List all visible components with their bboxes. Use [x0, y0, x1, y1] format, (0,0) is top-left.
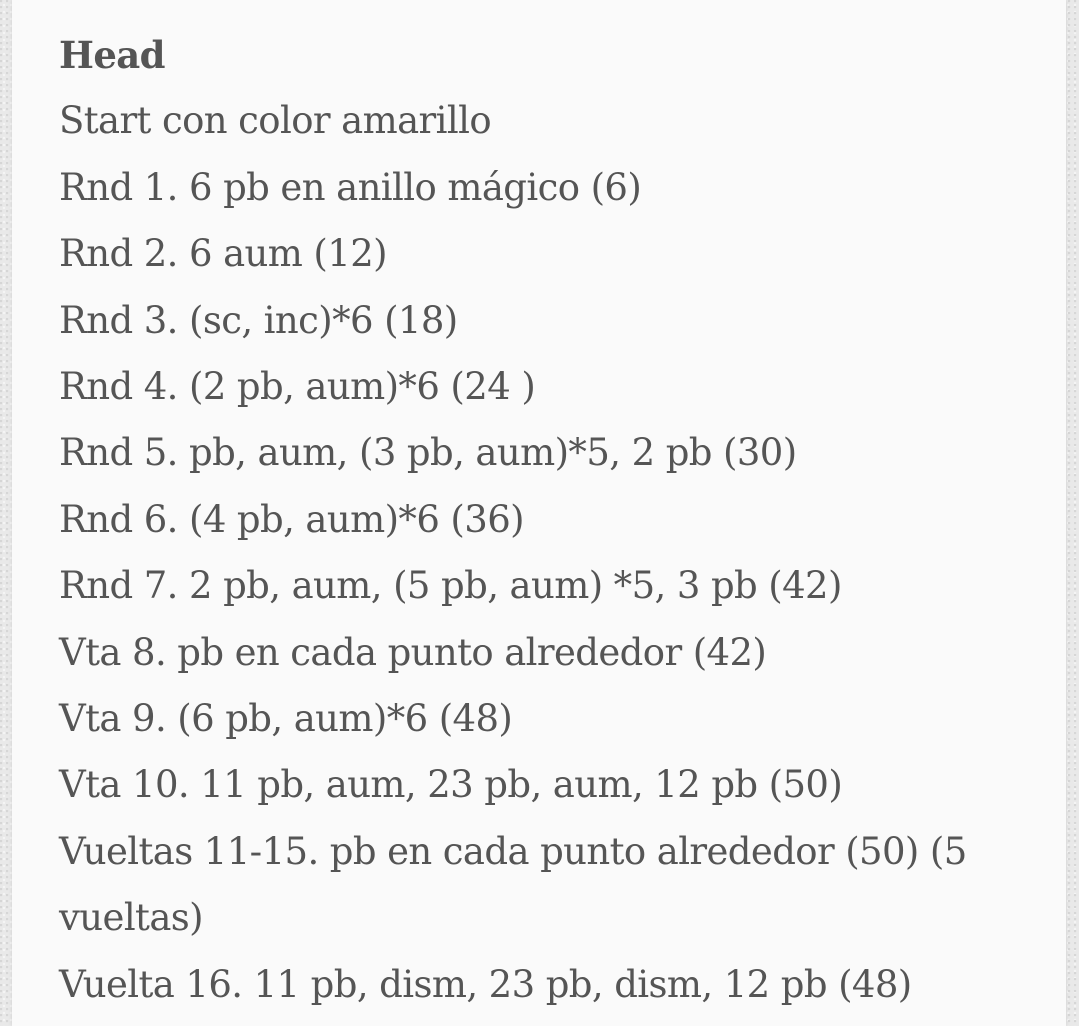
- instruction-line: Start con color amarillo: [59, 99, 492, 143]
- instruction-line: Rnd 7. 2 pb, aum, (5 pb, aum) *5, 3 pb (42): [59, 564, 842, 608]
- instruction-line: Vuelta 16. 11 pb, dism, 23 pb, dism, 12 pb (48): [59, 962, 912, 1006]
- instruction-line: Rnd 6. (4 pb, aum)*6 (36): [59, 497, 524, 541]
- instruction-line: Vta 8. pb en cada punto alrededor (42): [59, 630, 767, 674]
- instruction-line: Vta 10. 11 pb, aum, 23 pb, aum, 12 pb (50): [59, 763, 843, 807]
- instruction-line: Rnd 1. 6 pb en anillo mágico (6): [59, 165, 642, 209]
- instruction-line: Vueltas 11-15. pb en cada punto alrededor (50) (5 vueltas): [59, 829, 967, 940]
- pattern-card: [12, 0, 1066, 1026]
- instruction-line: Rnd 4. (2 pb, aum)*6 (24 ): [59, 365, 536, 409]
- instruction-line: Rnd 5. pb, aum, (3 pb, aum)*5, 2 pb (30): [59, 431, 797, 475]
- instruction-line: Rnd 2. 6 aum (12): [59, 232, 387, 276]
- pattern-text: [59, 22, 1049, 1018]
- instruction-line: Vta 9. (6 pb, aum)*6 (48): [59, 697, 513, 741]
- section-title: Head: [59, 33, 165, 77]
- instruction-line: Rnd 3. (sc, inc)*6 (18): [59, 298, 458, 342]
